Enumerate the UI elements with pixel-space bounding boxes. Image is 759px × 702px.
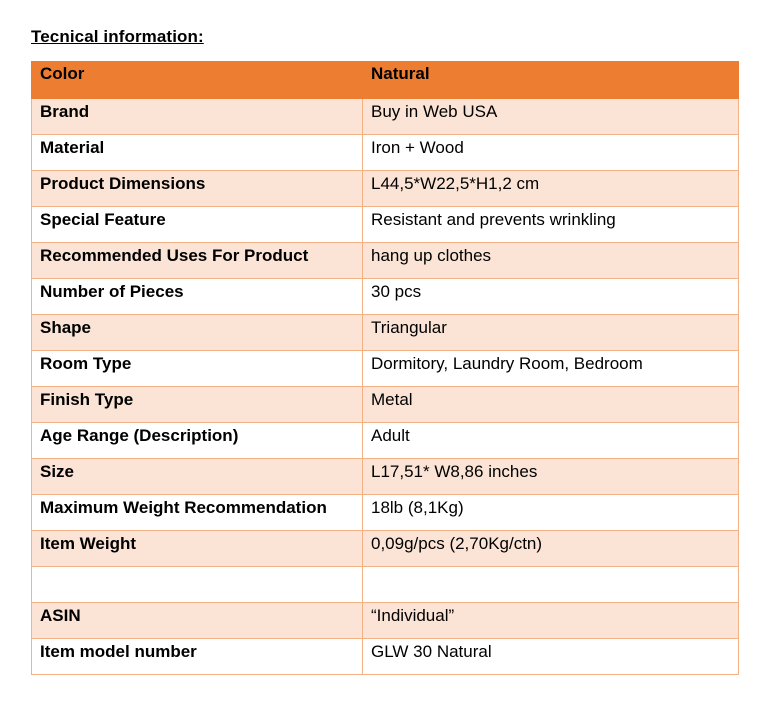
row-label-cell: Brand [32, 98, 363, 134]
table-header-row [32, 61, 739, 98]
row-value-cell [363, 566, 739, 602]
row-value-cell: L44,5*W22,5*H1,2 cm [363, 170, 739, 206]
row-label-cell: Age Range (Description) [32, 422, 363, 458]
header-label-cell: Color [32, 61, 363, 98]
row-value-cell: “Individual” [363, 602, 739, 638]
table-row [32, 314, 739, 350]
row-value-cell: Iron + Wood [363, 134, 739, 170]
technical-info-table [31, 61, 739, 675]
table-row [32, 350, 739, 386]
table-row [32, 530, 739, 566]
row-value-cell: Dormitory, Laundry Room, Bedroom [363, 350, 739, 386]
table-row [32, 602, 739, 638]
table-row [32, 170, 739, 206]
row-label-cell: Item Weight [32, 530, 363, 566]
row-label-cell: Maximum Weight Recommendation [32, 494, 363, 530]
header-value-cell: Natural [363, 61, 739, 98]
table-row [32, 422, 739, 458]
row-value-cell: Triangular [363, 314, 739, 350]
table-row [32, 638, 739, 674]
row-label-cell: Product Dimensions [32, 170, 363, 206]
row-label-cell: Shape [32, 314, 363, 350]
row-label-cell: Special Feature [32, 206, 363, 242]
row-value-cell: hang up clothes [363, 242, 739, 278]
table-row [32, 386, 739, 422]
table-row-empty [32, 566, 739, 602]
table-row [32, 206, 739, 242]
row-label-cell [32, 566, 363, 602]
row-value-cell: Adult [363, 422, 739, 458]
row-label-cell: Number of Pieces [32, 278, 363, 314]
table-row [32, 278, 739, 314]
row-value-cell: Resistant and prevents wrinkling [363, 206, 739, 242]
section-title: Tecnical information: [31, 27, 204, 46]
table-row [32, 98, 739, 134]
row-label-cell: Finish Type [32, 386, 363, 422]
row-label-cell: Size [32, 458, 363, 494]
row-value-cell: Metal [363, 386, 739, 422]
row-label-cell: Material [32, 134, 363, 170]
row-label-cell: Recommended Uses For Product [32, 242, 363, 278]
row-value-cell: 0,09g/pcs (2,70Kg/ctn) [363, 530, 739, 566]
row-value-cell: GLW 30 Natural [363, 638, 739, 674]
row-label-cell: ASIN [32, 602, 363, 638]
table-row [32, 458, 739, 494]
table-row [32, 242, 739, 278]
row-label-cell: Item model number [32, 638, 363, 674]
row-value-cell: 18lb (8,1Kg) [363, 494, 739, 530]
table-row [32, 134, 739, 170]
row-value-cell: Buy in Web USA [363, 98, 739, 134]
table-row [32, 494, 739, 530]
row-label-cell: Room Type [32, 350, 363, 386]
row-value-cell: L17,51* W8,86 inches [363, 458, 739, 494]
row-value-cell: 30 pcs [363, 278, 739, 314]
